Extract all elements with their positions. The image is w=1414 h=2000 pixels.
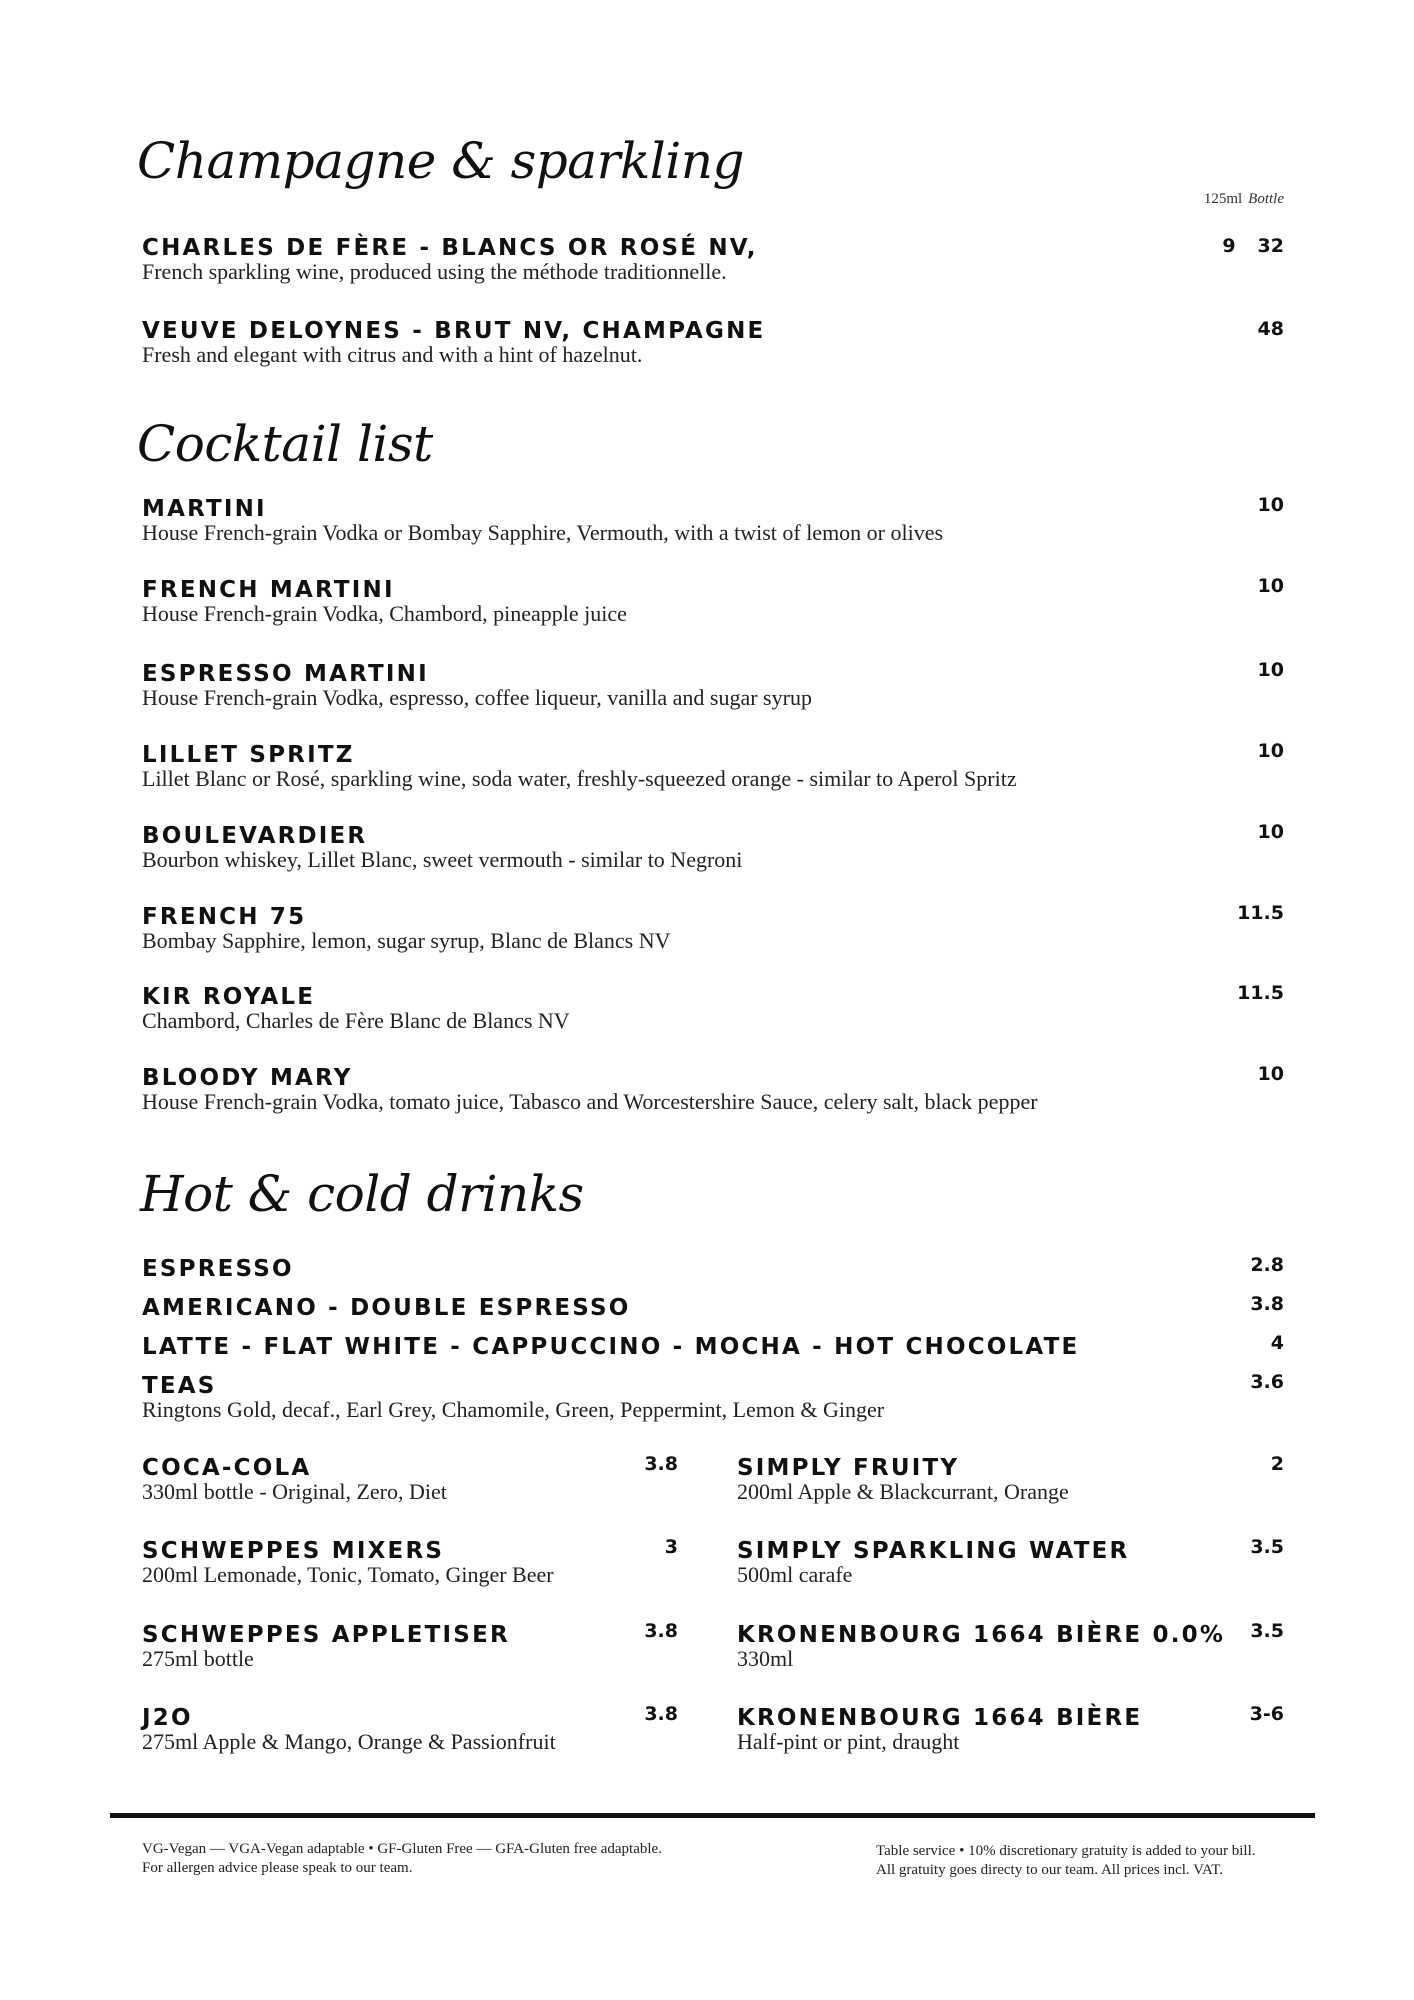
price-bottle: 48 [1257,318,1284,340]
dietary-key: VG-Vegan — VGA-Vegan adaptable • GF-Gluten Free — GFA-Gluten free adaptable. [142,1841,662,1857]
item-description: Bourbon whiskey, Lillet Blanc, sweet vermouth - similar to Negroni [142,847,743,872]
item-price: 3.5 [1250,1620,1284,1642]
item-description: Bombay Sapphire, lemon, sugar syrup, Blanc de Blancs NV [142,928,671,953]
menu-item [142,1455,447,1505]
menu-item [737,1622,1225,1672]
item-name: SCHWEPPES APPLETISER [142,1622,510,1648]
item-name: J2O [142,1705,193,1731]
menu-item [142,823,742,873]
menu-item [142,904,671,954]
item-price: 3.6 [1250,1371,1284,1393]
item-name: COCA-COLA [142,1455,312,1481]
menu-item [142,742,1017,792]
item-price: 3.8 [644,1453,678,1475]
item-description: Lillet Blanc or Rosé, sparkling wine, soda water, freshly-squeezed orange - similar to Aperol Spritz [142,766,1017,791]
item-description: 200ml Lemonade, Tonic, Tomato, Ginger Beer [142,1562,554,1587]
item-price: 3.5 [1250,1536,1284,1558]
menu-item [737,1455,1069,1505]
item-price [1222,235,1284,257]
item-description: 275ml Apple & Mango, Orange & Passionfruit [142,1729,556,1754]
section-title-cocktails: Cocktail list [137,415,433,473]
item-name: BLOODY MARY [142,1065,353,1091]
item-name: FRENCH 75 [142,904,307,930]
item-name: LILLET SPRITZ [142,742,355,768]
item-name: KIR ROYALE [142,984,316,1010]
price-bottle: 32 [1257,235,1284,257]
item-description: Half-pint or pint, draught [737,1729,960,1754]
item-price: 3 [664,1536,678,1558]
footer-dietary-note [142,1840,662,1878]
item-description: House French-grain Vodka, Chambord, pineapple juice [142,601,627,626]
item-name: SIMPLY FRUITY [737,1455,960,1481]
menu-item [142,984,570,1034]
item-price: 3-6 [1249,1703,1284,1725]
item-price: 2 [1270,1453,1284,1475]
item-name: ESPRESSO MARTINI [142,661,429,687]
footer-service-note [876,1842,1256,1880]
menu-item [142,661,812,711]
item-price: 10 [1257,821,1284,843]
item-name: LATTE - FLAT WHITE - CAPPUCCINO - MOCHA - HOT CHOCOLATE [142,1334,1080,1360]
menu-item [142,1705,556,1755]
menu-item [142,496,943,546]
item-name: KRONENBOURG 1664 BIÈRE 0.0% [737,1622,1226,1648]
item-description: House French-grain Vodka, tomato juice, Tabasco and Worcestershire Sauce, celery salt, black pepper [142,1089,1038,1114]
footer-divider [110,1813,1315,1818]
item-description: 330ml [737,1646,794,1671]
price-glass: 9 [1222,235,1236,257]
item-name: ESPRESSO [142,1256,294,1282]
glass-size-label: 125ml [1203,191,1243,207]
item-price: 10 [1257,494,1284,516]
item-description: 275ml bottle [142,1646,254,1671]
menu-item [142,1065,1038,1115]
menu-item [142,1622,510,1672]
item-name: KRONENBOURG 1664 BIÈRE [737,1705,1143,1731]
menu-item [142,318,765,368]
item-name: MARTINI [142,496,267,522]
item-description: 200ml Apple & Blackcurrant, Orange [737,1479,1069,1504]
item-price: 3.8 [644,1620,678,1642]
menu-item [142,1334,1079,1360]
menu-item [142,1538,554,1588]
bottle-label: Bottle [1248,191,1284,207]
item-name: CHARLES DE FÈRE - BLANCS OR ROSÉ NV, [142,235,758,261]
item-price: 3.8 [644,1703,678,1725]
item-price: 4 [1270,1332,1284,1354]
vat-note: All gratuity goes directy to our team. All prices incl. VAT. [876,1862,1224,1878]
item-price: 3.8 [1250,1293,1284,1315]
item-name: FRENCH MARTINI [142,577,395,603]
item-name: SCHWEPPES MIXERS [142,1538,445,1564]
section-title-drinks: Hot & cold drinks [140,1165,584,1223]
item-description: Ringtons Gold, decaf., Earl Grey, Chamomile, Green, Peppermint, Lemon & Ginger [142,1397,885,1422]
item-price: 10 [1257,740,1284,762]
menu-item [737,1705,1142,1755]
item-description: French sparkling wine, produced using the méthode traditionnelle. [142,259,727,284]
menu-item [142,1295,631,1321]
item-price: 10 [1257,1063,1284,1085]
item-price: 11.5 [1237,902,1284,924]
menu-item [142,1256,294,1282]
item-price: 11.5 [1237,982,1284,1004]
item-description: Chambord, Charles de Fère Blanc de Blancs NV [142,1008,570,1033]
menu-item [142,1373,884,1423]
menu-item [737,1538,1129,1588]
item-price: 10 [1257,659,1284,681]
item-name: SIMPLY SPARKLING WATER [737,1538,1130,1564]
item-name: AMERICANO - DOUBLE ESPRESSO [142,1295,631,1321]
section-title-champagne: Champagne & sparkling [137,132,744,190]
item-price: 2.8 [1250,1254,1284,1276]
menu-item [142,577,627,627]
item-description: House French-grain Vodka, espresso, coffee liqueur, vanilla and sugar syrup [142,685,812,710]
item-name: TEAS [142,1373,217,1399]
menu-item [142,235,758,285]
item-description: Fresh and elegant with citrus and with a hint of hazelnut. [142,342,643,367]
item-description: House French-grain Vodka or Bombay Sapphire, Vermouth, with a twist of lemon or olives [142,520,944,545]
price-column-header [1204,191,1284,208]
gratuity-note: Table service • 10% discretionary gratuity is added to your bill. [876,1843,1256,1859]
item-description: 500ml carafe [737,1562,853,1587]
item-name: VEUVE DELOYNES - BRUT NV, CHAMPAGNE [142,318,766,344]
allergen-advice: For allergen advice please speak to our team. [142,1860,413,1876]
item-name: BOULEVARDIER [142,823,368,849]
item-price: 10 [1257,575,1284,597]
item-description: 330ml bottle - Original, Zero, Diet [142,1479,447,1504]
